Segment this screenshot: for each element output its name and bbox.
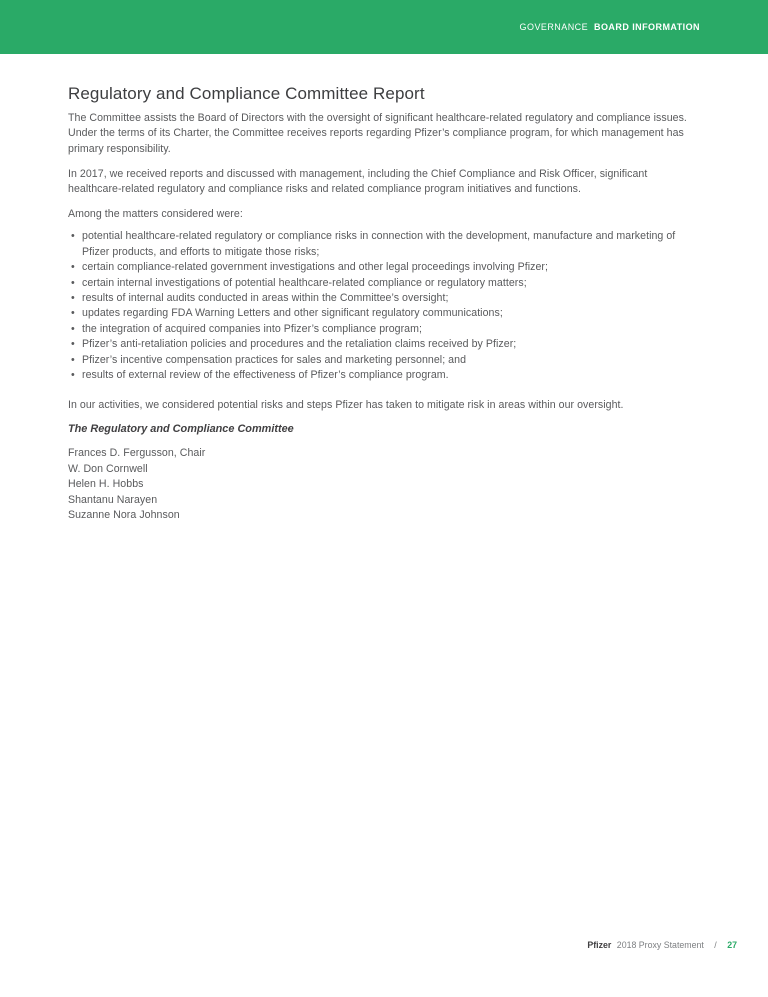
- footer-brand: Pfizer: [587, 940, 612, 950]
- list-item: • updates regarding FDA Warning Letters and other significant regulatory communications;: [82, 306, 700, 321]
- signatories: [68, 446, 700, 523]
- intro-paragraph: The Committee assists the Board of Directors with the oversight of significant healthcare-related regulatory and compliance issues. Under the terms of its Charter, the Committee receives reports regarding Pfizer’s compliance program, for which management has primary responsibility.: [68, 112, 687, 155]
- list-item: • certain compliance-related government investigations and other legal proceedings involving Pfizer;: [82, 260, 700, 275]
- signatory-name: W. Don Cornwell: [68, 462, 148, 475]
- list-item: • certain internal investigations of potential healthcare-related compliance or regulatory matters;: [82, 276, 700, 291]
- signatory-name: Frances D. Fergusson, Chair: [68, 447, 206, 460]
- reports-paragraph: In 2017, we received reports and discussed with management, including the Chief Compliance and Risk Officer, significant healthcare-related regulatory and compliance risks and related compliance program initiatives and functions.: [68, 167, 648, 196]
- footer-separator: /: [714, 940, 717, 950]
- matters-lead-in: Among the matters considered were:: [68, 208, 243, 221]
- page-footer: [587, 939, 737, 951]
- list-item: • results of internal audits conducted in areas within the Committee’s oversight;: [82, 291, 700, 306]
- list-item: • results of external review of the effectiveness of Pfizer’s compliance program.: [82, 368, 700, 383]
- list-item: • Pfizer’s anti-retaliation policies and procedures and the retaliation claims received by Pfizer;: [82, 337, 700, 352]
- report-content: [0, 54, 768, 523]
- signatory-name: Helen H. Hobbs: [68, 478, 144, 491]
- list-item: • Pfizer’s incentive compensation practices for sales and marketing personnel; and: [82, 353, 700, 368]
- signature-heading: The Regulatory and Compliance Committee: [68, 422, 294, 435]
- signatory-name: Suzanne Nora Johnson: [68, 508, 180, 521]
- page-title: Regulatory and Compliance Committee Report: [68, 84, 425, 103]
- breadcrumb-section: GOVERNANCE: [519, 22, 592, 32]
- breadcrumb-subsection: BOARD INFORMATION: [594, 22, 700, 32]
- page-header-bar: [0, 0, 768, 54]
- closing-paragraph: In our activities, we considered potential risks and steps Pfizer has taken to mitigate risk in areas within our oversight.: [68, 398, 624, 411]
- footer-page-number: 27: [727, 940, 737, 950]
- breadcrumb: [520, 22, 700, 32]
- list-item: • the integration of acquired companies into Pfizer’s compliance program;: [82, 322, 700, 337]
- footer-document: 2018 Proxy Statement: [616, 940, 704, 950]
- matters-list: [68, 229, 700, 383]
- list-item: • potential healthcare-related regulatory or compliance risks in connection with the development, manufacture and marketing of Pfizer products, and efforts to mitigate those risks;: [82, 229, 700, 260]
- signatory-name: Shantanu Narayen: [68, 493, 158, 506]
